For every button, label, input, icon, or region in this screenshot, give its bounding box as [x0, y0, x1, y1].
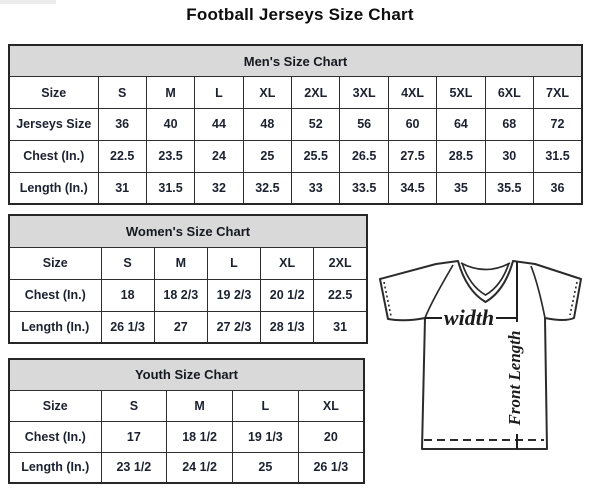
- value-cell: 24: [195, 140, 243, 172]
- value-cell: 35.5: [485, 172, 533, 204]
- table-row: [9, 311, 367, 343]
- row-label: Jerseys Size: [9, 109, 98, 141]
- value-cell: 25: [233, 452, 299, 483]
- value-cell: 22.5: [314, 279, 367, 311]
- value-cell: 32: [195, 172, 243, 204]
- table-header-row: [9, 215, 367, 247]
- value-cell: 24 1/2: [167, 452, 233, 483]
- womens-size-chart-table: [8, 214, 368, 344]
- value-cell: 27 2/3: [207, 311, 260, 343]
- table-header-row: [9, 359, 364, 390]
- value-cell: 72: [534, 109, 582, 141]
- value-cell: 31.5: [534, 140, 582, 172]
- size-cell: L: [233, 390, 299, 421]
- table-row: [9, 172, 582, 204]
- jersey-measurement-diagram: [372, 248, 600, 476]
- value-cell: 68: [485, 109, 533, 141]
- value-cell: 18 1/2: [167, 421, 233, 452]
- table-row: [9, 77, 582, 109]
- mens-size-chart-table: [8, 44, 583, 205]
- value-cell: 26.5: [340, 140, 388, 172]
- value-cell: 48: [243, 109, 291, 141]
- value-cell: 23 1/2: [101, 452, 167, 483]
- value-cell: 22.5: [98, 140, 146, 172]
- value-cell: 60: [388, 109, 436, 141]
- row-label: Length (In.): [9, 452, 101, 483]
- value-cell: 31: [98, 172, 146, 204]
- table-header-row: [9, 45, 582, 77]
- value-cell: 26 1/3: [298, 452, 364, 483]
- value-cell: 25.5: [292, 140, 340, 172]
- table-row: [9, 421, 364, 452]
- jersey-outline-shape: [380, 261, 581, 449]
- value-cell: 31.5: [146, 172, 194, 204]
- table-row: [9, 390, 364, 421]
- value-cell: 40: [146, 109, 194, 141]
- row-label: Chest (In.): [9, 279, 101, 311]
- value-cell: 35: [437, 172, 485, 204]
- size-cell: S: [98, 77, 146, 109]
- value-cell: 27: [154, 311, 207, 343]
- row-label: Size: [9, 390, 101, 421]
- value-cell: 19 1/3: [233, 421, 299, 452]
- value-cell: 19 2/3: [207, 279, 260, 311]
- womens-table-title: Women's Size Chart: [9, 215, 367, 247]
- width-label: width: [443, 305, 495, 330]
- table-row: [9, 452, 364, 483]
- size-cell: S: [101, 247, 154, 279]
- row-label: Length (In.): [9, 311, 101, 343]
- value-cell: 33.5: [340, 172, 388, 204]
- row-label: Chest (In.): [9, 140, 98, 172]
- row-label: Length (In.): [9, 172, 98, 204]
- value-cell: 44: [195, 109, 243, 141]
- size-cell: XL: [298, 390, 364, 421]
- page-title: Football Jerseys Size Chart: [186, 5, 414, 24]
- value-cell: 56: [340, 109, 388, 141]
- size-cell: 2XL: [292, 77, 340, 109]
- value-cell: 36: [98, 109, 146, 141]
- row-label: Chest (In.): [9, 421, 101, 452]
- value-cell: 20 1/2: [261, 279, 314, 311]
- value-cell: 17: [101, 421, 167, 452]
- size-cell: 4XL: [388, 77, 436, 109]
- size-cell: L: [207, 247, 260, 279]
- value-cell: 64: [437, 109, 485, 141]
- value-cell: 26 1/3: [101, 311, 154, 343]
- size-cell: S: [101, 390, 167, 421]
- value-cell: 28.5: [437, 140, 485, 172]
- value-cell: 52: [292, 109, 340, 141]
- table-row: [9, 247, 367, 279]
- value-cell: 18 2/3: [154, 279, 207, 311]
- value-cell: 31: [314, 311, 367, 343]
- value-cell: 33: [292, 172, 340, 204]
- value-cell: 32.5: [243, 172, 291, 204]
- value-cell: 30: [485, 140, 533, 172]
- value-cell: 18: [101, 279, 154, 311]
- collar-back-arc: [461, 263, 510, 270]
- mens-table-title: Men's Size Chart: [9, 45, 582, 77]
- size-cell: XL: [261, 247, 314, 279]
- size-cell: 6XL: [485, 77, 533, 109]
- front-length-label: Front Length: [505, 330, 524, 426]
- table-row: [9, 140, 582, 172]
- value-cell: 25: [243, 140, 291, 172]
- value-cell: 34.5: [388, 172, 436, 204]
- value-cell: 28 1/3: [261, 311, 314, 343]
- size-cell: XL: [243, 77, 291, 109]
- row-label: Size: [9, 247, 101, 279]
- value-cell: 23.5: [146, 140, 194, 172]
- row-label: Size: [9, 77, 98, 109]
- table-row: [9, 109, 582, 141]
- size-cell: 2XL: [314, 247, 367, 279]
- size-cell: M: [154, 247, 207, 279]
- table-row: [9, 279, 367, 311]
- size-cell: 3XL: [340, 77, 388, 109]
- value-cell: 27.5: [388, 140, 436, 172]
- value-cell: 36: [534, 172, 582, 204]
- value-cell: 20: [298, 421, 364, 452]
- youth-size-chart-table: [8, 358, 365, 484]
- size-cell: 5XL: [437, 77, 485, 109]
- size-cell: M: [146, 77, 194, 109]
- youth-table-title: Youth Size Chart: [9, 359, 364, 390]
- size-cell: L: [195, 77, 243, 109]
- size-cell: M: [167, 390, 233, 421]
- scan-artifact: [0, 0, 56, 4]
- size-cell: 7XL: [534, 77, 582, 109]
